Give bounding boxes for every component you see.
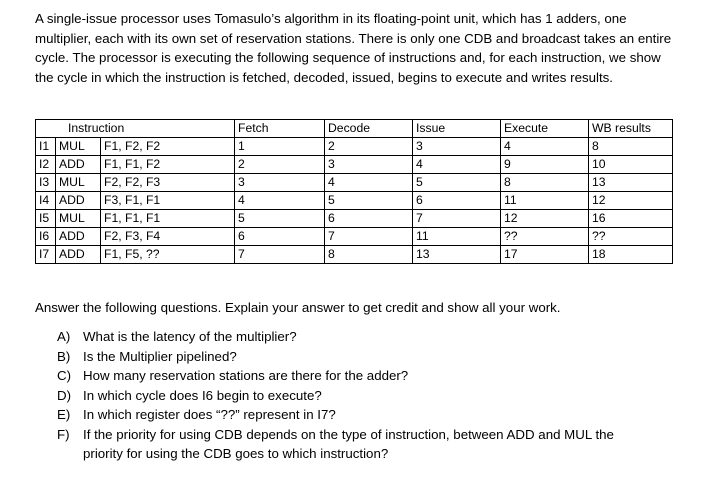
instruction-operands: F1, F5, ??: [101, 246, 235, 264]
instruction-id: I6: [36, 228, 56, 246]
instruction-operands: F2, F2, F3: [101, 174, 235, 192]
instruction-schedule-table: [35, 119, 673, 264]
question-text: In which cycle does I6 begin to execute?: [83, 387, 322, 403]
fetch-cycle: 5: [235, 210, 325, 228]
decode-cycle: 4: [325, 174, 413, 192]
fetch-cycle: 6: [235, 228, 325, 246]
decode-cycle: 7: [325, 228, 413, 246]
header-decode: Decode: [325, 120, 413, 138]
question-letter: B): [57, 348, 71, 364]
instruction-id: I7: [36, 246, 56, 264]
decode-cycle: 5: [325, 192, 413, 210]
instruction-id: I2: [36, 156, 56, 174]
header-fetch: Fetch: [235, 120, 325, 138]
issue-cycle: 3: [413, 138, 501, 156]
fetch-cycle: 4: [235, 192, 325, 210]
question-item: [57, 347, 657, 367]
question-letter: A): [57, 329, 71, 344]
question-letter: F): [57, 426, 70, 442]
wb-cycle: 12: [589, 192, 673, 210]
decode-cycle: 6: [325, 210, 413, 228]
question-text: How many reservation stations are there for the adder?: [83, 368, 409, 383]
fetch-cycle: 1: [235, 138, 325, 156]
question-text: Is the Multiplier pipelined?: [83, 348, 237, 364]
wb-cycle: 13: [589, 174, 673, 192]
question-letter: D): [57, 387, 72, 403]
issue-cycle: 11: [413, 228, 501, 246]
question-text: If the priority for using CDB depends on the type of instruction, between ADD and MUL the priority for using the CDB goes to which instruction?: [83, 426, 614, 461]
answer-instructions: Answer the following questions. Explain your answer to get credit and show all your work.: [35, 300, 561, 315]
issue-cycle: 7: [413, 210, 501, 228]
execute-cycle: 17: [501, 246, 589, 264]
question-item: [57, 327, 657, 347]
header-wb-results: WB results: [589, 120, 673, 138]
instruction-operands: F1, F1, F1: [101, 210, 235, 228]
fetch-cycle: 3: [235, 174, 325, 192]
table-row: [36, 210, 673, 228]
instruction-op: MUL: [56, 174, 101, 192]
issue-cycle: 4: [413, 156, 501, 174]
question-item: [57, 405, 657, 425]
table-header-row: [36, 120, 673, 138]
intro-paragraph: A single-issue processor uses Tomasulo’s algorithm in its floating-point unit, which has 1 adders, one multiplier, each with its own set of reservation stations. There is only one CDB and broadcast takes an entire cycle. The processor is executing the following sequence of instructions and, for each instruction, we show the cycle in which the instruction is fetched, decoded, issued, begins to execute and writes results.: [35, 11, 672, 85]
instruction-op: ADD: [56, 246, 101, 264]
decode-cycle: 8: [325, 246, 413, 264]
issue-cycle: 6: [413, 192, 501, 210]
wb-cycle: 16: [589, 210, 673, 228]
question-letter: C): [57, 368, 72, 383]
question-letter: E): [57, 407, 71, 422]
wb-cycle: 8: [589, 138, 673, 156]
table-row: [36, 228, 673, 246]
instruction-operands: F2, F3, F4: [101, 228, 235, 246]
question-text: In which register does “??” represent in I7?: [83, 407, 336, 422]
table-row: [36, 138, 673, 156]
question-item: [57, 386, 657, 406]
instruction-id: I5: [36, 210, 56, 228]
execute-cycle: 11: [501, 192, 589, 210]
instruction-id: I3: [36, 174, 56, 192]
header-execute: Execute: [501, 120, 589, 138]
instruction-id: I1: [36, 138, 56, 156]
instruction-op: ADD: [56, 192, 101, 210]
fetch-cycle: 7: [235, 246, 325, 264]
table-row: [36, 174, 673, 192]
instruction-id: I4: [36, 192, 56, 210]
question-text: What is the latency of the multiplier?: [83, 329, 297, 344]
decode-cycle: 2: [325, 138, 413, 156]
wb-cycle: ??: [589, 228, 673, 246]
table-row: [36, 156, 673, 174]
instruction-op: ADD: [56, 228, 101, 246]
decode-cycle: 3: [325, 156, 413, 174]
question-list: [57, 327, 657, 464]
execute-cycle: 4: [501, 138, 589, 156]
execute-cycle: ??: [501, 228, 589, 246]
execute-cycle: 12: [501, 210, 589, 228]
execute-cycle: 8: [501, 174, 589, 192]
instruction-op: ADD: [56, 156, 101, 174]
issue-cycle: 5: [413, 174, 501, 192]
header-issue: Issue: [413, 120, 501, 138]
instruction-op: MUL: [56, 138, 101, 156]
instruction-operands: F1, F1, F2: [101, 156, 235, 174]
question-item: [57, 425, 657, 464]
instruction-op: MUL: [56, 210, 101, 228]
fetch-cycle: 2: [235, 156, 325, 174]
header-instruction: Instruction: [36, 120, 235, 138]
instruction-operands: F3, F1, F1: [101, 192, 235, 210]
issue-cycle: 13: [413, 246, 501, 264]
table-row: [36, 246, 673, 264]
table-row: [36, 192, 673, 210]
question-item: [57, 366, 657, 386]
wb-cycle: 18: [589, 246, 673, 264]
wb-cycle: 10: [589, 156, 673, 174]
execute-cycle: 9: [501, 156, 589, 174]
instruction-operands: F1, F2, F2: [101, 138, 235, 156]
